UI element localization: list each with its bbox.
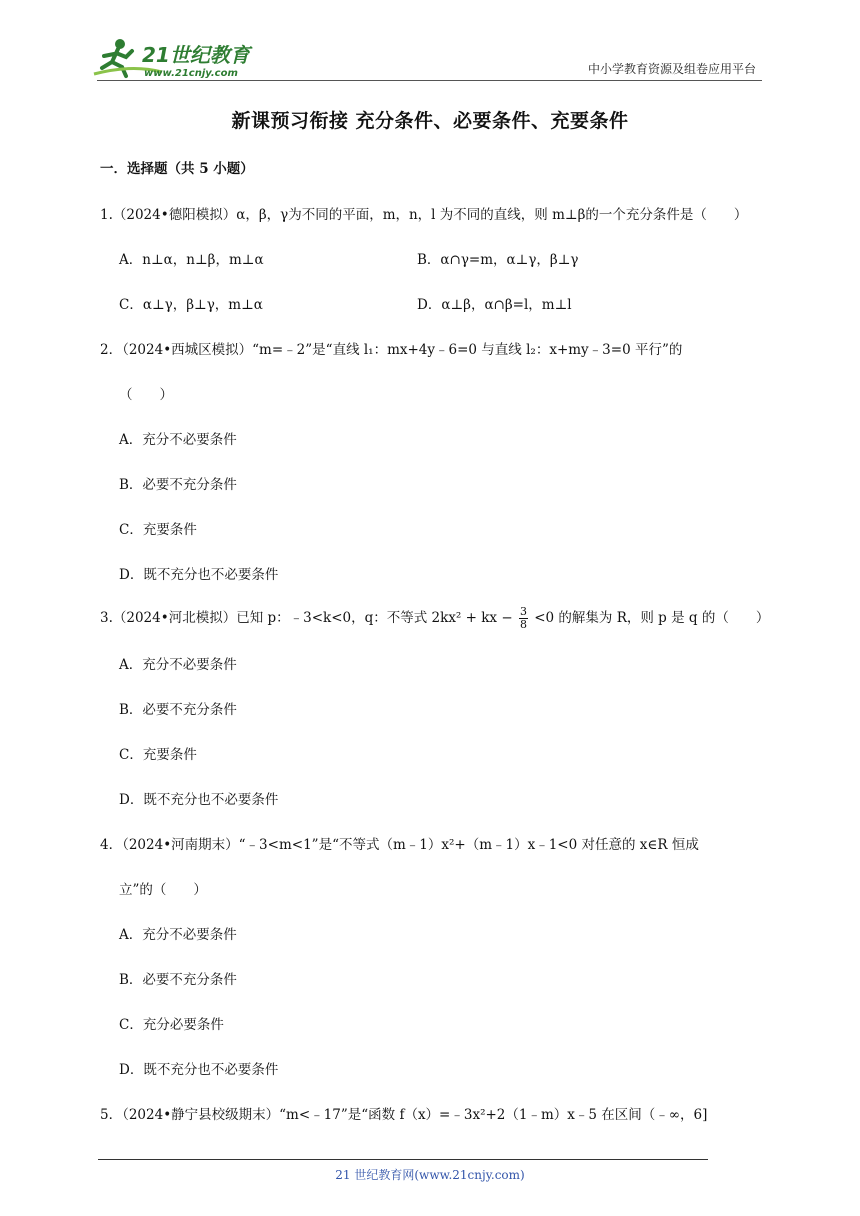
- question-4-option-b: B．必要不充分条件: [119, 972, 237, 988]
- question-3-option-a: A．充分不必要条件: [119, 657, 237, 673]
- question-3-option-d: D．既不充分也不必要条件: [119, 792, 279, 808]
- question-3-stem: [100, 606, 769, 631]
- site-label: 中小学教育资源及组卷应用平台: [587, 62, 756, 76]
- logo-text: 21世纪教育: [142, 43, 250, 67]
- question-4-option-d: D．既不充分也不必要条件: [119, 1062, 279, 1078]
- site-logo: [92, 34, 262, 80]
- header-divider: [97, 80, 762, 81]
- fraction-numerator: 3: [519, 605, 527, 618]
- question-3-stem-part-a: 3.（2024•河北模拟）已知 p：﹣3<k<0，q：不等式 2kx² + kx −: [100, 610, 513, 626]
- question-5-stem: 5．（2024•静宁县校级期末）“m<﹣17”是“函数 f（x）=﹣3x²+2（1﹣m）x﹣5 在区间（﹣∞，6]: [100, 1107, 708, 1123]
- question-4-option-a: A．充分不必要条件: [119, 927, 237, 943]
- section-heading: 一．选择题（共 5 小题）: [100, 161, 254, 177]
- question-1-option-c: C．α⊥γ，β⊥γ，m⊥α: [119, 297, 263, 313]
- fraction: [519, 606, 528, 631]
- question-4-stem-continued: 立”的（ ）: [119, 882, 207, 898]
- question-3-option-b: B．必要不充分条件: [119, 702, 237, 718]
- question-4-stem: 4．（2024•河南期末）“﹣3<m<1”是“不等式（m﹣1）x²+（m﹣1）x﹣1<0 对任意的 x∈R 恒成: [100, 837, 699, 853]
- question-1-option-a: A．n⊥α，n⊥β，m⊥α: [119, 252, 264, 268]
- question-2-stem: 2．（2024•西城区模拟）“m=﹣2”是“直线 l₁：mx+4y﹣6=0 与直线 l₂：x+my﹣3=0 平行”的: [100, 342, 683, 358]
- question-3-stem-part-b: <0 的解集为 R，则 p 是 q 的（ ）: [534, 610, 770, 626]
- footer-text[interactable]: 21 世纪教育网(www.21cnjy.com): [335, 1168, 525, 1182]
- question-2-option-a: A．充分不必要条件: [119, 432, 237, 448]
- question-1-stem: 1.（2024•德阳模拟）α，β，γ为不同的平面，m，n，l 为不同的直线，则 m⊥β的一个充分条件是（ ）: [100, 207, 748, 223]
- page-title: 新课预习衔接 充分条件、必要条件、充要条件: [231, 110, 629, 132]
- logo-url: www.21cnjy.com: [144, 68, 238, 79]
- question-2-stem-continued: （ ）: [119, 387, 173, 403]
- question-4-option-c: C．充分必要条件: [119, 1017, 224, 1033]
- question-2-option-c: C．充要条件: [119, 522, 197, 538]
- question-2-option-d: D．既不充分也不必要条件: [119, 567, 279, 583]
- footer-divider: [98, 1159, 708, 1160]
- fraction-denominator: 8: [519, 618, 527, 631]
- question-3-option-c: C．充要条件: [119, 747, 197, 763]
- question-2-option-b: B．必要不充分条件: [119, 477, 237, 493]
- question-1-option-b: B．α∩γ=m，α⊥γ，β⊥γ: [417, 252, 579, 268]
- question-1-option-d: D．α⊥β，α∩β=l，m⊥l: [417, 297, 572, 313]
